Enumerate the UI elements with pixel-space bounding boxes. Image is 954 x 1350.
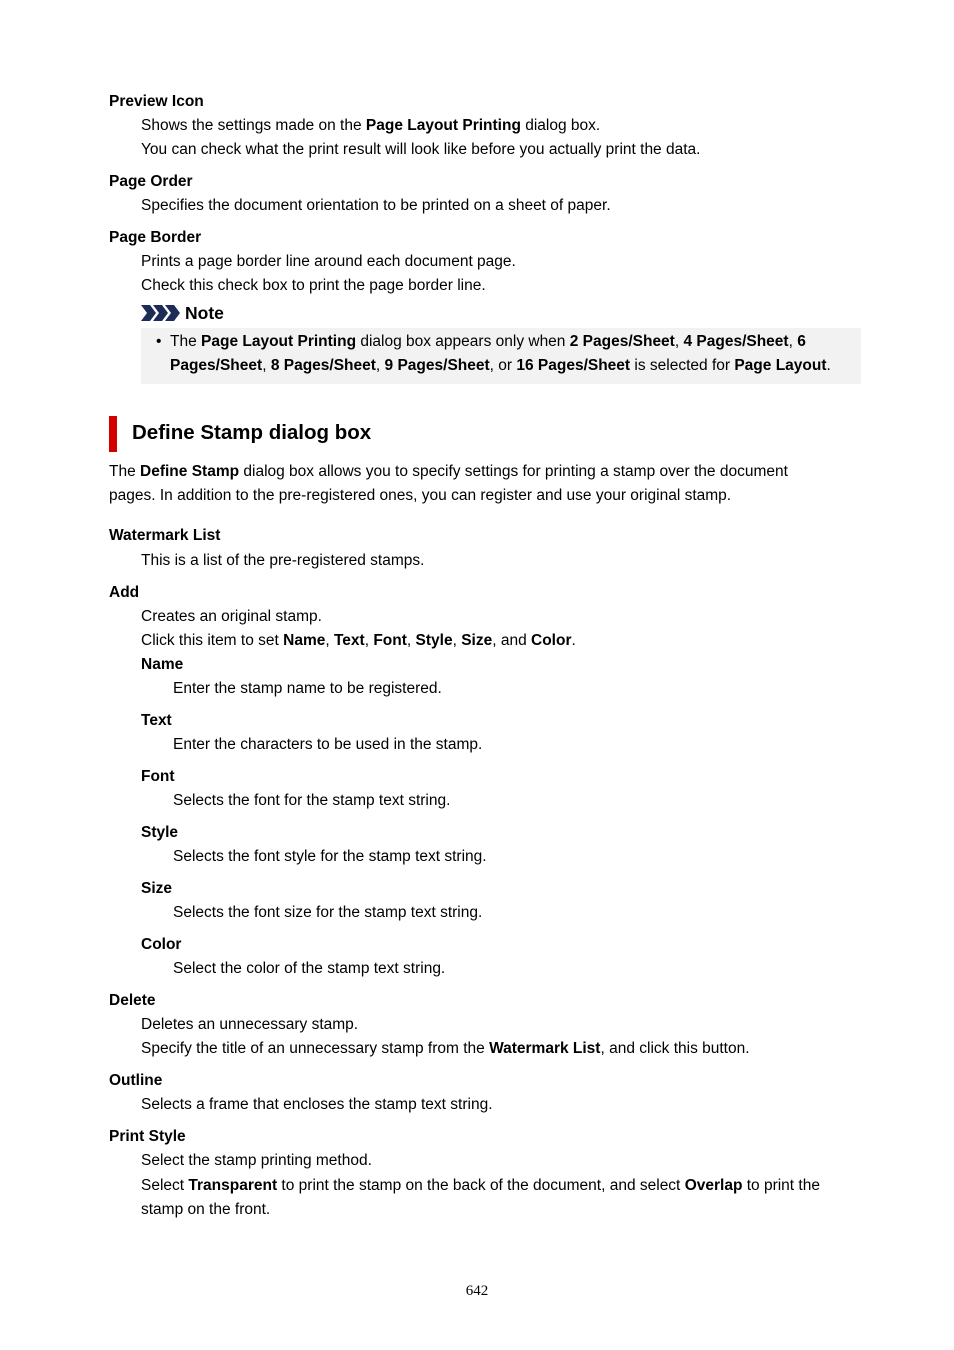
note-title: Note bbox=[185, 302, 224, 323]
text-desc: Enter the characters to be used in the stamp. bbox=[173, 736, 483, 753]
page-order-desc: Specifies the document orientation to be printed on a sheet of paper. bbox=[141, 197, 611, 214]
note-line-1: The Page Layout Printing dialog box appears only when 2 Pages/Sheet, 4 Pages/Sheet, 6 bbox=[170, 333, 806, 350]
term-name: Name bbox=[141, 656, 184, 673]
term-page-order: Page Order bbox=[109, 173, 193, 190]
section-accent-bar bbox=[109, 416, 117, 452]
outline-desc: Selects a frame that encloses the stamp text string. bbox=[141, 1096, 493, 1113]
section-title: Define Stamp dialog box bbox=[132, 421, 372, 444]
color-desc: Select the color of the stamp text string. bbox=[173, 960, 446, 977]
add-desc-1: Creates an original stamp. bbox=[141, 608, 322, 625]
preview-icon-desc-1: Shows the settings made on the Page Layout Printing dialog box. bbox=[141, 117, 601, 134]
term-font: Font bbox=[141, 768, 175, 785]
note-bullet: • bbox=[156, 333, 162, 350]
watermark-list-desc: This is a list of the pre-registered stamps. bbox=[141, 552, 425, 569]
section-intro-1: The Define Stamp dialog box allows you to specify settings for printing a stamp over the document bbox=[109, 463, 788, 480]
page-border-desc-2: Check this check box to print the page border line. bbox=[141, 277, 486, 294]
name-desc: Enter the stamp name to be registered. bbox=[173, 680, 442, 697]
preview-icon-desc-2: You can check what the print result will look like before you actually print the data. bbox=[141, 141, 701, 158]
print-style-desc-1: Select the stamp printing method. bbox=[141, 1152, 372, 1169]
term-size: Size bbox=[141, 880, 173, 897]
term-text: Text bbox=[141, 712, 172, 729]
note-chevron-icon bbox=[141, 305, 181, 321]
style-desc: Selects the font style for the stamp text string. bbox=[173, 848, 487, 865]
term-print-style: Print Style bbox=[109, 1128, 186, 1145]
print-style-desc-3: stamp on the front. bbox=[141, 1201, 271, 1218]
term-add: Add bbox=[109, 584, 140, 601]
term-delete: Delete bbox=[109, 992, 156, 1009]
delete-desc-1: Deletes an unnecessary stamp. bbox=[141, 1016, 359, 1033]
term-color: Color bbox=[141, 936, 182, 953]
note-line-2: Pages/Sheet, 8 Pages/Sheet, 9 Pages/Sheet, or 16 Pages/Sheet is selected for Page Layout. bbox=[170, 357, 831, 374]
term-page-border: Page Border bbox=[109, 229, 202, 246]
delete-desc-2: Specify the title of an unnecessary stamp from the Watermark List, and click this button. bbox=[141, 1040, 750, 1057]
font-desc: Selects the font for the stamp text string. bbox=[173, 792, 451, 809]
term-watermark-list: Watermark List bbox=[109, 527, 221, 544]
page-number: 642 bbox=[465, 1283, 489, 1299]
section-intro-2: pages. In addition to the pre-registered ones, you can register and use your original stamp. bbox=[109, 487, 732, 504]
term-outline: Outline bbox=[109, 1072, 163, 1089]
note-heading bbox=[141, 302, 224, 324]
size-desc: Selects the font size for the stamp text string. bbox=[173, 904, 483, 921]
page-border-desc-1: Prints a page border line around each document page. bbox=[141, 253, 516, 270]
add-desc-2: Click this item to set Name, Text, Font, Style, Size, and Color. bbox=[141, 632, 576, 649]
term-style: Style bbox=[141, 824, 179, 841]
term-preview-icon: Preview Icon bbox=[109, 93, 204, 110]
print-style-desc-2: Select Transparent to print the stamp on the back of the document, and select Overlap to print the bbox=[141, 1177, 820, 1194]
